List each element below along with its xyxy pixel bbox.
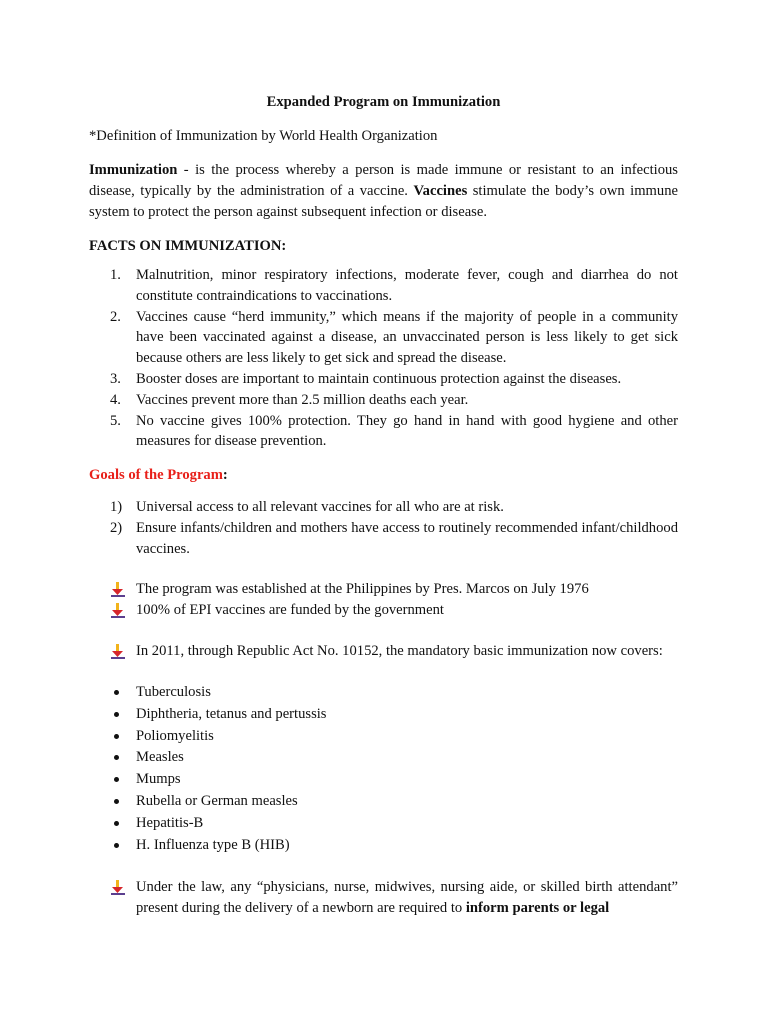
arrow-item: The program was established at the Philippines by Pres. Marcos on July 1976	[89, 579, 678, 600]
list-item: 1. Malnutrition, minor respiratory infections, moderate fever, cough and diarrhea do not constitute contraindications to vaccinations.	[110, 267, 678, 304]
list-item: Mumps	[89, 769, 678, 791]
list-item: H. Influenza type B (HIB)	[89, 835, 678, 857]
round-bullet-icon	[114, 690, 119, 695]
vaccines-term: Vaccines	[413, 182, 468, 199]
round-bullet-icon	[114, 799, 119, 804]
round-bullet-icon	[114, 777, 119, 782]
list-item: 5. No vaccine gives 100% protection. They go hand in hand with good hygiene and other measures for disease prevention.	[110, 412, 678, 450]
arrow-list-1	[89, 579, 678, 621]
list-item: Hepatitis-B	[89, 813, 678, 835]
list-item: Poliomyelitis	[89, 726, 678, 748]
down-arrow-bullet-icon	[111, 582, 125, 597]
list-item: Measles	[89, 747, 678, 769]
down-arrow-bullet-icon	[111, 603, 125, 618]
round-bullet-icon	[114, 734, 119, 739]
list-item: Tuberculosis	[89, 682, 678, 704]
arrow-list-2	[89, 641, 678, 662]
facts-list	[89, 265, 678, 452]
round-bullet-icon	[114, 712, 119, 717]
round-bullet-icon	[114, 821, 119, 826]
immunization-paragraph	[89, 160, 678, 222]
arrow-list-3	[89, 877, 678, 919]
arrow-item: In 2011, through Republic Act No. 10152, the mandatory basic immunization now covers:	[89, 641, 678, 662]
immunization-text: - is the process whereby a person is made immune or resistant to an infectious disease, typically by the administration of a vaccine.	[89, 162, 678, 199]
list-item: 2) Ensure infants/children and mothers have access to routinely recommended infant/childhood vaccines.	[110, 519, 678, 557]
down-arrow-bullet-icon	[111, 880, 125, 895]
immunization-term: Immunization	[89, 162, 178, 178]
arrow-item: 100% of EPI vaccines are funded by the government	[89, 600, 678, 621]
list-item: 3. Booster doses are important to maintain continuous protection against the diseases.	[110, 370, 622, 387]
goals-list	[89, 497, 678, 559]
goals-heading: Goals of the Program:	[89, 467, 228, 483]
down-arrow-bullet-icon	[111, 644, 125, 659]
list-item: 4. Vaccines prevent more than 2.5 million deaths each year.	[110, 391, 469, 408]
list-item: 2. Vaccines cause “herd immunity,” which means if the majority of people in a community have been vaccinated against a disease, an unvaccinated person is less likely to get sick because others are less likely to get sick and spread the disease.	[110, 308, 678, 367]
list-item: 1) Universal access to all relevant vaccines for all who are at risk.	[110, 499, 504, 515]
arrow-item: Under the law, any “physicians, nurse, midwives, nursing aide, or skilled birth attendant” present during the delivery of a newborn are required to inform parents or legal	[89, 877, 678, 919]
round-bullet-icon	[114, 843, 119, 848]
definition-line: *Definition of Immunization by World Health Organization	[89, 128, 438, 144]
facts-heading: FACTS ON IMMUNIZATION:	[89, 238, 287, 254]
round-bullet-icon	[114, 755, 119, 760]
vaccines-text: stimulate the body’s own immune system to protect the person against subsequent infection or disease.	[89, 182, 678, 220]
diseases-list	[89, 682, 678, 856]
list-item: Rubella or German measles	[89, 791, 678, 813]
page-title: Expanded Program on Immunization	[266, 94, 501, 110]
list-item: Diphtheria, tetanus and pertussis	[89, 704, 678, 726]
